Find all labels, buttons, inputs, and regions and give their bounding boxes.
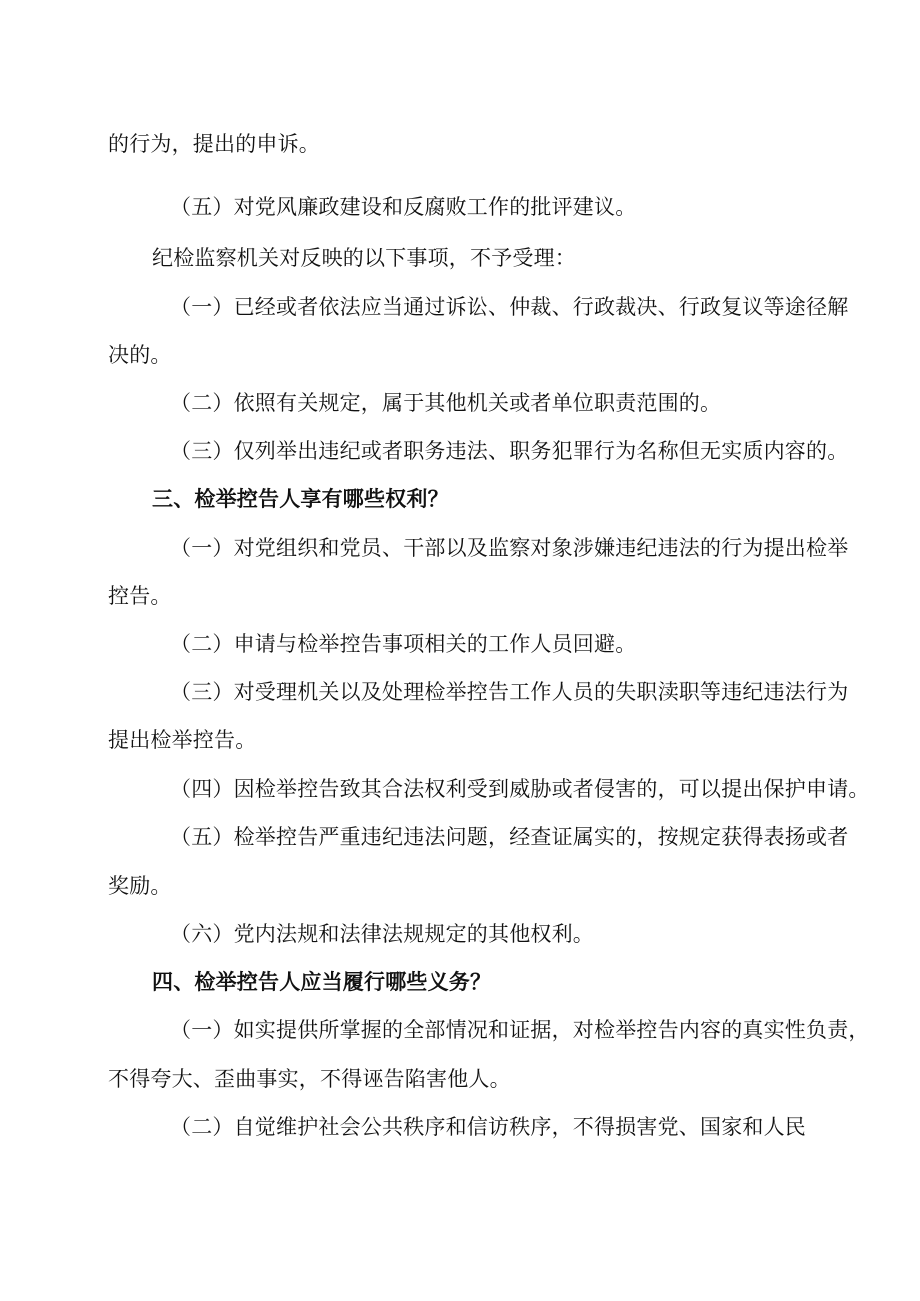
paragraph-line: （四）因检举控告致其合法权利受到威胁或者侵害的，可以提出保护申请。 — [170, 777, 870, 801]
paragraph-line: 奖励。 — [108, 874, 172, 898]
paragraph-line: 的行为，提出的申诉。 — [108, 132, 320, 156]
paragraph-line: （五）对党风廉政建设和反腐败工作的批评建议。 — [170, 195, 637, 219]
paragraph-line: 控告。 — [108, 584, 172, 608]
paragraph-line: （一）对党组织和党员、干部以及监察对象涉嫌违纪违法的行为提出检举 — [170, 536, 849, 560]
paragraph-line: （二）申请与检举控告事项相关的工作人员回避。 — [170, 632, 637, 656]
paragraph-line: 提出检举控告。 — [108, 728, 257, 752]
paragraph-line: 决的。 — [108, 343, 172, 367]
paragraph-line: 纪检监察机关对反映的以下事项，不予受理： — [152, 246, 576, 270]
section-heading: 四、检举控告人应当履行哪些义务？ — [152, 969, 492, 994]
paragraph-line: （一）如实提供所掌握的全部情况和证据，对检举控告内容的真实性负责， — [170, 1018, 870, 1042]
paragraph-line: （六）党内法规和法律法规规定的其他权利。 — [170, 922, 594, 946]
paragraph-line: （一）已经或者依法应当通过诉讼、仲裁、行政裁决、行政复议等途径解 — [170, 295, 849, 319]
paragraph-line: （二）依照有关规定，属于其他机关或者单位职责范围的。 — [170, 391, 722, 415]
paragraph-line: 不得夸大、歪曲事实，不得诬告陷害他人。 — [108, 1067, 511, 1091]
paragraph-line: （五）检举控告严重违纪违法问题，经查证属实的，按规定获得表扬或者 — [170, 825, 849, 849]
paragraph-line: （二）自觉维护社会公共秩序和信访秩序，不得损害党、国家和人民 — [170, 1115, 806, 1139]
section-heading: 三、检举控告人享有哪些权利？ — [152, 486, 449, 511]
paragraph-line: （三）仅列举出违纪或者职务违法、职务犯罪行为名称但无实质内容的。 — [170, 439, 849, 463]
paragraph-line: （三）对受理机关以及处理检举控告工作人员的失职渎职等违纪违法行为 — [170, 680, 849, 704]
